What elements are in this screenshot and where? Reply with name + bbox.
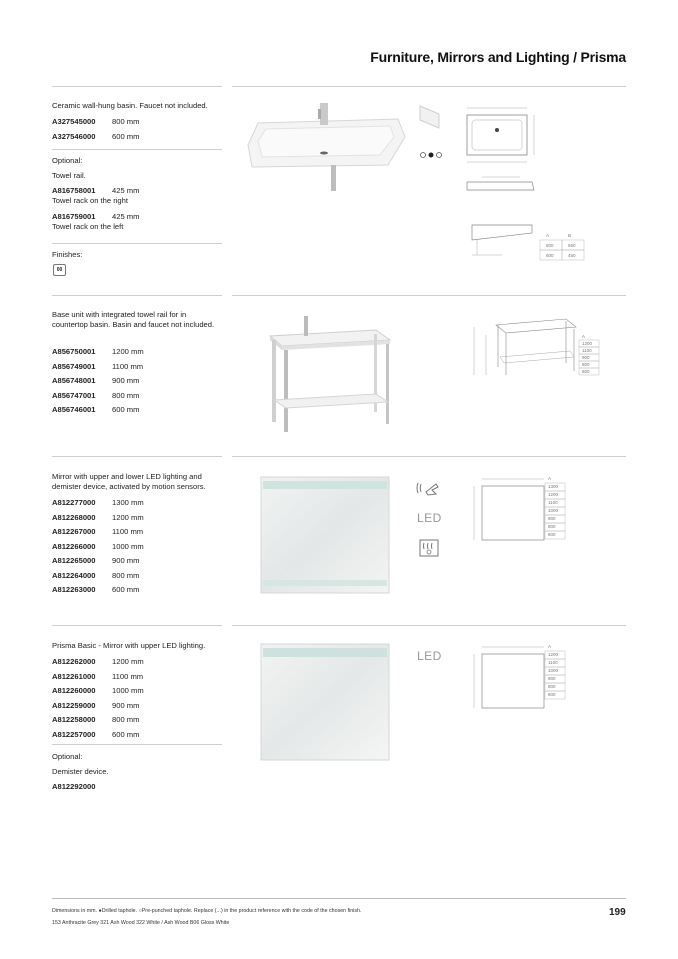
- product-row: [52, 542, 144, 552]
- dimension-value: 1300: [548, 484, 559, 489]
- product-size: 1200 mm: [112, 512, 144, 522]
- product-row: [52, 347, 144, 357]
- section3-description: Mirror with upper and lower LED lighting and demister device, activated by motion sensors.: [52, 472, 206, 491]
- finishes-divider: [52, 243, 222, 244]
- dimension-value: 900: [548, 516, 556, 521]
- demister-icon: [418, 538, 440, 558]
- section-divider: [232, 86, 626, 87]
- dimension-list: [544, 642, 568, 706]
- dimension-table: [538, 228, 588, 262]
- product-row: [52, 513, 144, 523]
- dimension-list: [578, 332, 602, 384]
- product-size: 600 mm: [112, 131, 140, 141]
- product-row: [52, 376, 139, 386]
- dimension-value: 1100: [548, 660, 558, 665]
- product-code: A812266000: [52, 541, 96, 551]
- product-size: 800 mm: [112, 390, 140, 400]
- section-divider: [52, 295, 222, 296]
- product-size: 1000 mm: [112, 541, 144, 551]
- towel-rail-note: Towel rack on the right: [52, 196, 128, 205]
- demister-code: A812292000: [52, 782, 96, 791]
- product-size: 800 mm: [112, 570, 140, 580]
- footer-note-drilled: Drilled taphole.: [101, 908, 138, 914]
- product-row: [52, 686, 144, 696]
- product-code: A812268000: [52, 512, 96, 522]
- product-row: [52, 117, 139, 127]
- product-size: 1000 mm: [112, 686, 144, 695]
- footer-note-prepunched: Pre-punched taphole. Replace (...) in the product reference with the code of the chosen finish.: [141, 908, 362, 914]
- section-divider: [232, 295, 626, 296]
- product-code: A856746001: [52, 405, 96, 414]
- towel-rail-row: [52, 186, 139, 196]
- footer-note: [52, 908, 361, 914]
- product-row: [52, 498, 144, 508]
- dimension-value: A: [582, 334, 586, 339]
- dimension-value: 600: [548, 532, 556, 537]
- dimension-value: 1100: [548, 500, 558, 505]
- product-code: A812260000: [52, 686, 96, 695]
- dimension-value: 600: [582, 369, 590, 374]
- product-size: 1100 mm: [112, 527, 144, 536]
- dimension-value: 800: [546, 243, 554, 248]
- optional-divider: [52, 744, 222, 745]
- towel-rail-row: [52, 212, 139, 222]
- product-size: 425 mm: [112, 186, 140, 195]
- dimension-value: 800: [548, 524, 556, 529]
- product-row: [52, 585, 139, 595]
- product-row: [52, 556, 139, 566]
- led-icon: LED: [417, 649, 442, 663]
- towel-rail-thumbnail: [417, 102, 443, 130]
- optional-label: Optional:: [52, 156, 83, 165]
- product-code: A856749001: [52, 361, 96, 371]
- product-row: [52, 701, 139, 711]
- mirror-basic-image: [260, 643, 390, 761]
- product-code: A856750001: [52, 347, 96, 356]
- product-code: A812258000: [52, 715, 96, 724]
- product-size: 1100 mm: [112, 361, 144, 371]
- product-size: 1300 mm: [112, 498, 144, 507]
- product-row: [52, 672, 143, 682]
- dimension-value: 1000: [548, 668, 559, 673]
- product-row: [52, 405, 139, 415]
- product-code: A327545000: [52, 117, 96, 126]
- product-size: 900 mm: [112, 700, 140, 710]
- product-code: A812264000: [52, 570, 96, 580]
- product-code: A327546000: [52, 131, 96, 141]
- product-size: 600 mm: [112, 405, 140, 414]
- product-size: 900 mm: [112, 556, 140, 565]
- finishes-label: Finishes:: [52, 250, 83, 259]
- taphole-icon: [419, 150, 445, 160]
- towel-rail-note: Towel rack on the left: [52, 222, 124, 231]
- product-size: 600 mm: [112, 729, 140, 739]
- dimension-value: A: [548, 644, 552, 649]
- footer-note-start: Dimensions in mm.: [52, 908, 98, 914]
- product-size: 800 mm: [112, 117, 140, 126]
- section4-description: Prisma Basic - Mirror with upper LED lighting.: [52, 641, 206, 650]
- optional-label: Optional:: [52, 752, 83, 761]
- product-code: A812267000: [52, 527, 96, 536]
- product-size: 1200 mm: [112, 347, 144, 356]
- section-divider: [52, 86, 222, 87]
- dimension-value: 600: [548, 692, 556, 697]
- demister-label: Demister device.: [52, 767, 109, 776]
- mirror-technical-drawing: [466, 470, 546, 545]
- dimension-value: 900: [582, 355, 590, 360]
- led-icon: LED: [417, 511, 442, 525]
- product-code: A812259000: [52, 700, 96, 710]
- mirror-image: [260, 476, 390, 594]
- product-row: [52, 730, 139, 740]
- mirror-basic-technical-drawing: [466, 638, 546, 713]
- product-code: A812263000: [52, 585, 96, 594]
- dimension-value: 1000: [548, 508, 559, 513]
- dimension-value: 1200: [548, 652, 559, 657]
- product-row: [52, 527, 143, 537]
- dimension-list: [544, 474, 568, 546]
- product-code: A812257000: [52, 729, 96, 739]
- section-divider: [52, 625, 222, 626]
- product-size: 425 mm: [112, 212, 140, 221]
- dimension-value: 1200: [548, 492, 559, 497]
- dimension-value: 900: [548, 676, 556, 681]
- dimension-value: 800: [548, 684, 556, 689]
- base-unit-image: [258, 308, 393, 434]
- dimension-value: 1100: [582, 348, 592, 353]
- product-row: [52, 391, 139, 401]
- footer-divider: [52, 898, 626, 899]
- drilled-taphole-icon: ●: [98, 908, 102, 914]
- product-code: A812277000: [52, 498, 96, 507]
- section-divider: [52, 456, 222, 457]
- dimension-value: 600: [546, 253, 554, 258]
- section-divider: [232, 625, 626, 626]
- product-size: 1200 mm: [112, 657, 144, 666]
- finish-swatch: 00: [53, 264, 66, 276]
- product-code: A856747001: [52, 390, 96, 400]
- product-row: [52, 715, 139, 725]
- basin-image: [240, 95, 408, 195]
- dimension-value: 550: [568, 243, 576, 248]
- product-code: A812261000: [52, 671, 96, 681]
- product-size: 1100 mm: [112, 671, 144, 681]
- prepunched-taphole-icon: ○: [138, 908, 142, 914]
- product-row: [52, 571, 139, 581]
- motion-sensor-icon: [414, 478, 442, 498]
- product-size: 600 mm: [112, 585, 140, 594]
- section1-description: Ceramic wall-hung basin. Faucet not included.: [52, 101, 208, 110]
- product-code: A816758001: [52, 186, 96, 195]
- section2-description: Base unit with integrated towel rail for in countertop basin. Basin and faucet not included.: [52, 310, 215, 329]
- product-code: A856748001: [52, 376, 96, 385]
- product-code: A812265000: [52, 556, 96, 565]
- footer-finishes: 153 Anthracite Grey 321 Ash Wood 322 White / Ash Wood B06 Gloss White: [52, 920, 230, 926]
- product-row: [52, 132, 139, 142]
- dimension-value: B: [568, 233, 572, 238]
- product-size: 800 mm: [112, 715, 140, 724]
- product-code: A816759001: [52, 212, 96, 221]
- product-code: A812262000: [52, 657, 96, 666]
- towel-rail-label: Towel rail.: [52, 171, 86, 180]
- dimension-value: 450: [568, 253, 576, 258]
- product-row: [52, 362, 143, 372]
- dimension-value: 1200: [582, 341, 593, 346]
- page-number: 199: [609, 907, 626, 918]
- dimension-value: A: [548, 476, 552, 481]
- optional-divider: [52, 149, 222, 150]
- dimension-value: 800: [582, 362, 590, 367]
- product-row: [52, 657, 144, 667]
- product-size: 900 mm: [112, 376, 140, 385]
- page-title: Furniture, Mirrors and Lighting / Prisma: [370, 49, 626, 65]
- dimension-value: A: [546, 233, 550, 238]
- section-divider: [232, 456, 626, 457]
